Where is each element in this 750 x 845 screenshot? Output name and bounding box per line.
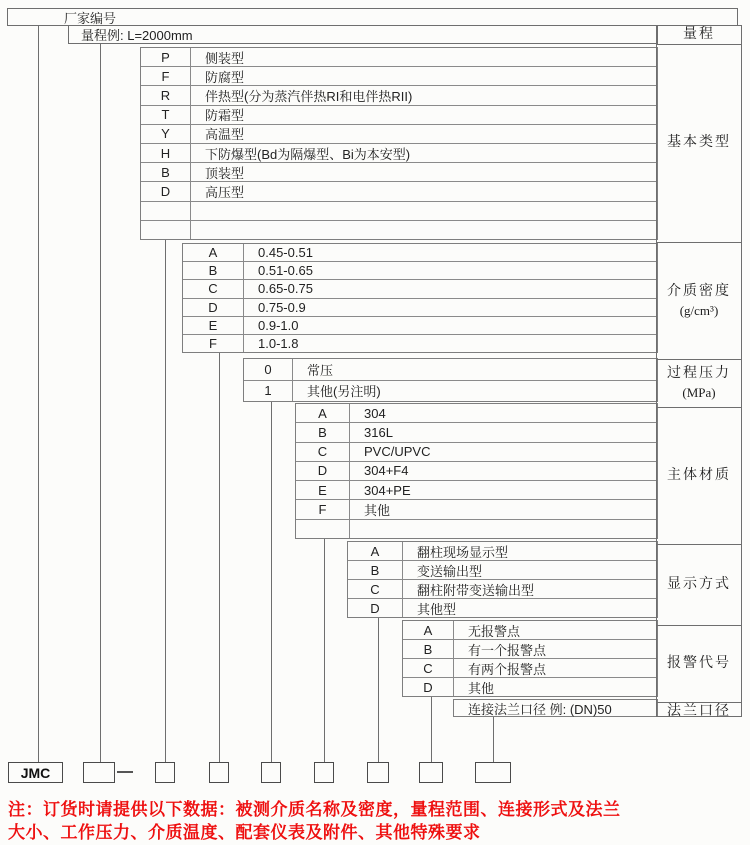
code-cell: 0 [244, 359, 293, 380]
table-row [183, 335, 657, 352]
desc-cell: 0.51-0.65 [258, 263, 313, 279]
order-note-line1: 注：订货时请提供以下数据：被测介质名称及密度，量程范围、连接形式及法兰 [8, 800, 621, 819]
table-row [141, 163, 657, 182]
label-pressure-unit: (MPa) [682, 385, 716, 401]
density-table [182, 243, 658, 353]
table-row [183, 280, 657, 298]
label-pressure [657, 360, 741, 408]
code-box-alarm [419, 762, 443, 783]
desc-cell: 其他 [468, 680, 495, 696]
desc-cell: PVC/UPVC [364, 444, 431, 460]
desc-cell: 0.75-0.9 [258, 299, 306, 315]
label-flange-text: 法兰口径 [667, 704, 731, 719]
code-cell: A [348, 542, 403, 560]
code-cell: C [403, 659, 454, 677]
desc-cell: 翻柱现场显示型 [417, 544, 509, 560]
desc-cell: 伴热型(分为蒸汽伴热RI和电伴热RII) [205, 89, 413, 105]
table-row [348, 599, 657, 617]
code-box-pressure [261, 762, 281, 783]
range-example-label: 量程例: L=2000mm [81, 28, 193, 43]
label-range [657, 26, 741, 45]
connector-alarm [431, 697, 432, 762]
label-display-text: 显示方式 [667, 576, 731, 592]
desc-cell: 有一个报警点 [468, 642, 547, 658]
code-cell: D [183, 299, 244, 316]
code-cell [296, 520, 350, 538]
desc-cell [350, 520, 657, 538]
code-cell: C [348, 580, 403, 598]
desc-cell: 其他 [364, 503, 391, 519]
table-row [296, 462, 657, 481]
code-cell: C [296, 443, 350, 461]
code-cell: 1 [244, 381, 293, 402]
range-row [68, 25, 658, 44]
desc-cell: 无报警点 [468, 623, 521, 639]
desc-cell [191, 202, 657, 220]
material-table [295, 403, 658, 539]
code-cell: B [296, 423, 350, 441]
label-density-unit: (g/cm³) [679, 302, 719, 318]
table-row [183, 299, 657, 317]
desc-cell: 0.45-0.51 [258, 245, 313, 261]
code-cell: B [348, 561, 403, 579]
code-box-flange [475, 762, 511, 783]
model-prefix-box [8, 762, 63, 783]
code-cell: D [403, 678, 454, 696]
table-row [244, 381, 657, 402]
flange-row [453, 699, 658, 717]
basic-type-table [140, 47, 658, 240]
code-cell: D [348, 599, 403, 617]
code-cell: F [183, 335, 244, 352]
code-cell: E [296, 481, 350, 499]
code-cell: T [141, 106, 191, 124]
code-cell [141, 221, 191, 239]
label-pressure-text: 过程压力 [667, 366, 731, 382]
code-cell: A [403, 621, 454, 639]
connector-flange [493, 717, 494, 762]
connector-basic-type [165, 240, 166, 762]
code-box-basic-type [155, 762, 175, 783]
code-cell: P [141, 48, 191, 66]
code-cell: A [183, 244, 244, 261]
code-cell: B [183, 262, 244, 279]
desc-cell: 1.0-1.8 [258, 335, 299, 351]
flange-text: 连接法兰口径 例: (DN)50 [468, 701, 612, 717]
table-row [141, 86, 657, 105]
table-row [183, 262, 657, 280]
connector-material [324, 539, 325, 762]
table-row [141, 144, 657, 163]
table-row [296, 520, 657, 538]
connector-density [219, 353, 220, 762]
connector-range [100, 44, 101, 762]
desc-cell: 变送输出型 [417, 563, 483, 579]
table-row [348, 580, 657, 599]
table-row [296, 443, 657, 462]
table-row [141, 67, 657, 86]
code-box-material [314, 762, 334, 783]
desc-cell: 有两个报警点 [468, 661, 547, 677]
table-row [141, 125, 657, 144]
desc-cell: 0.65-0.75 [258, 281, 313, 297]
desc-cell: 0.9-1.0 [258, 317, 299, 333]
code-cell: C [183, 280, 244, 297]
table-row [296, 500, 657, 519]
table-row [403, 659, 657, 678]
desc-cell: 侧装型 [205, 50, 245, 66]
manufacturer-label: 厂家编号 [64, 10, 117, 26]
desc-cell: 防霜型 [205, 108, 245, 124]
manufacturer-row [7, 8, 738, 26]
order-note [8, 798, 748, 844]
table-row [296, 423, 657, 442]
table-row [403, 678, 657, 696]
code-box-range [83, 762, 115, 783]
desc-cell: 304+F4 [364, 463, 409, 479]
label-basic-type [657, 45, 741, 243]
alarm-table [402, 620, 658, 697]
desc-cell: 高温型 [205, 127, 245, 143]
table-row [296, 481, 657, 500]
desc-cell: 翻柱附带变送输出型 [417, 582, 535, 598]
code-box-display [367, 762, 389, 783]
desc-cell: 高压型 [205, 185, 245, 201]
code-cell: B [403, 640, 454, 658]
label-basic-type-text: 基本类型 [667, 135, 731, 151]
code-cell: D [296, 462, 350, 480]
desc-cell: 顶装型 [205, 165, 245, 181]
desc-cell: 其他(另注明) [307, 384, 381, 400]
code-cell: E [183, 317, 244, 334]
desc-cell: 防腐型 [205, 69, 245, 85]
label-alarm [657, 626, 741, 703]
table-row [403, 621, 657, 640]
table-row [296, 404, 657, 423]
label-material-text: 主体材质 [667, 467, 731, 483]
code-cell: R [141, 86, 191, 104]
connector-display [378, 618, 379, 762]
label-column [656, 25, 742, 717]
table-row [348, 542, 657, 561]
table-row [183, 317, 657, 335]
order-note-line2: 大小、工作压力、介质温度、配套仪表及附件、其他特殊要求 [8, 823, 481, 842]
label-density [657, 243, 741, 360]
table-row [141, 106, 657, 125]
code-cell [141, 202, 191, 220]
table-row [141, 221, 657, 239]
table-row [141, 182, 657, 201]
pressure-table [243, 358, 658, 402]
connector-pressure [271, 402, 272, 762]
label-flange [657, 703, 741, 722]
code-cell: H [141, 144, 191, 162]
connector-manufacturer [38, 26, 39, 762]
table-row [183, 244, 657, 262]
desc-cell [191, 221, 657, 239]
desc-cell: 下防爆型(Bd为隔爆型、Bi为本安型) [205, 146, 411, 162]
table-row [244, 359, 657, 381]
model-prefix-text: JMC [20, 764, 51, 781]
code-cell: D [141, 182, 191, 200]
table-row [141, 202, 657, 221]
code-cell: F [296, 500, 350, 518]
code-cell: B [141, 163, 191, 181]
desc-cell: 304 [364, 405, 386, 421]
desc-cell: 常压 [307, 362, 334, 378]
code-box-density [209, 762, 229, 783]
code-cell: F [141, 67, 191, 85]
label-display [657, 545, 741, 626]
display-table [347, 541, 658, 618]
label-material [657, 408, 741, 545]
code-cell: A [296, 404, 350, 422]
code-cell: Y [141, 125, 191, 143]
label-density-text: 介质密度 [667, 283, 731, 299]
label-alarm-text: 报警代号 [667, 655, 731, 671]
desc-cell: 316L [364, 424, 393, 440]
table-row [348, 561, 657, 580]
table-row [403, 640, 657, 659]
table-row [141, 48, 657, 67]
desc-cell: 其他型 [417, 601, 457, 617]
label-range-text: 量程 [683, 26, 715, 42]
desc-cell: 304+PE [364, 482, 411, 498]
code-dash [117, 771, 133, 773]
